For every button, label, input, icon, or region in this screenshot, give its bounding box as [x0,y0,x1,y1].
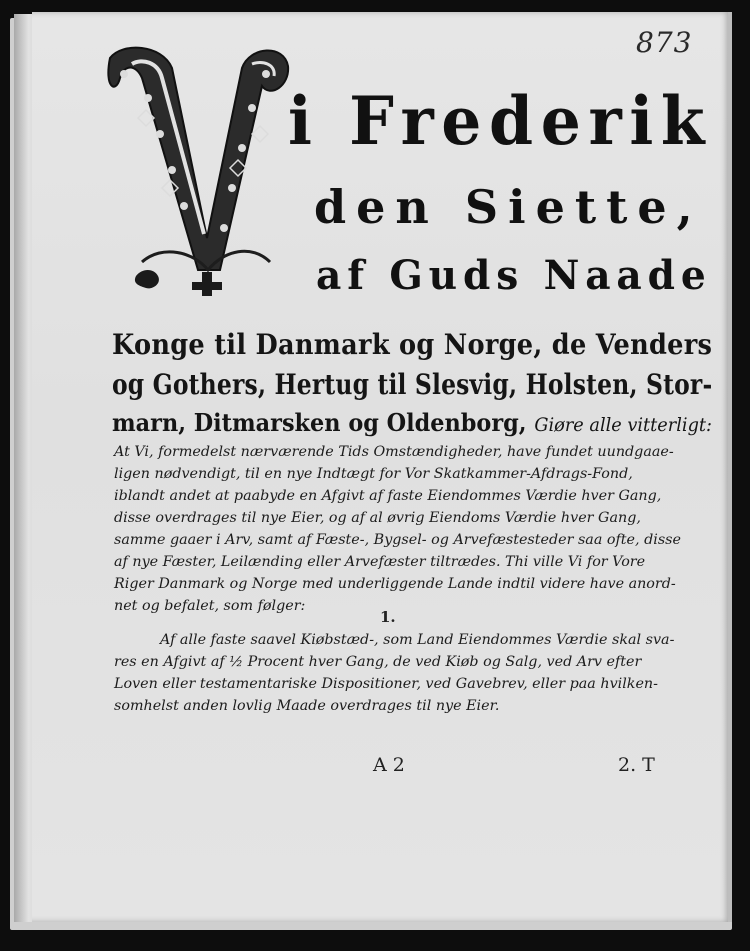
decorated-initial-v [102,38,292,296]
title-line-1: i Frederik [288,82,713,160]
handwritten-number: 873 [636,26,693,59]
signature-mark: A 2 [373,754,405,776]
heading-line-3 [112,408,712,437]
body-line: Riger Danmark og Norge med underliggende Lande indtil videre have anord- [114,576,676,592]
body-line: samme gaaer i Arv, samt af Fæste-, Bygsel- og Arvefæstesteder saa ofte, disse [114,532,681,548]
body-line: iblandt andet at paabyde en Afgivt af faste Eiendommes Værdie hver Gang, [114,488,662,504]
body-line: af nye Fæster, Leilænding eller Arvefæster tiltrædes. Thi ville Vi for Vore [114,554,646,570]
heading-line-3-text: marn, Ditmarsken og Oldenborg, [112,408,527,437]
title-line-2: den Siette, [314,180,703,234]
body-line: ligen nødvendigt, til en nye Indtægt for Vor Skatkammer-Afdrags-Fond, [114,466,633,482]
title-line-3: af Guds Naade [316,252,712,299]
section-line: Loven eller testamentariske Dispositioner, ved Gavebrev, eller paa hvilken- [114,676,658,692]
body-line: disse overdrages til nye Eier, og af al øvrig Eiendoms Værdie hver Gang, [114,510,641,526]
catchword: 2. T [618,754,655,776]
section-line: res en Afgivt af ½ Procent hver Gang, de ved Kiøb og Salg, ved Arv efter [114,654,642,670]
body-line: net og befalet, som følger: [114,598,306,614]
body-line: At Vi, formedelst nærværende Tids Omstændigheder, have fundet uundgaae- [114,444,674,460]
heading-line-2: og Gothers, Hertug til Slesvig, Holsten, Stor- [112,368,713,401]
heading-tail: Giøre alle vitterligt: [534,414,712,436]
heading-line-1: Konge til Danmark og Norge, de Venders [112,328,713,361]
section-line: somhelst anden lovlig Maade overdrages til nye Eier. [114,698,500,714]
section-number: 1. [380,608,396,626]
section-line: Af alle faste saavel Kiøbstæd-, som Land Eiendommes Værdie skal sva- [160,632,675,648]
